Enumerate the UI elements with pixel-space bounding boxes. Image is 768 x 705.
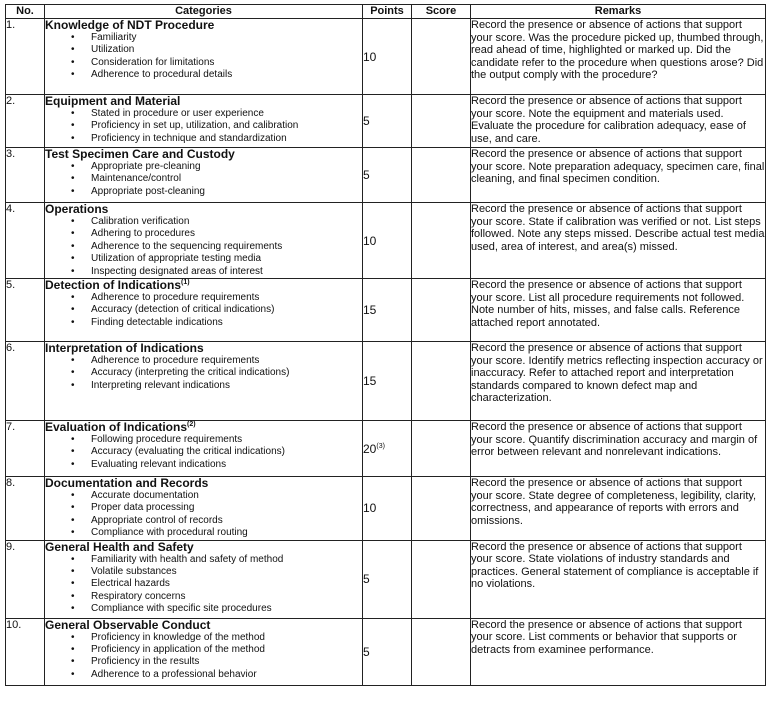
criteria-item: • Inspecting designated areas of interest [71,266,362,278]
category-title [45,421,362,434]
table-row [6,342,766,421]
points-value: 20 [363,441,377,456]
criteria-list [45,632,362,682]
remarks-cell: Record the presence or absence of actions that support your score. State degree of completeness, legibility, clarity, correctness, and appearance of reports with errors and omissions. [471,477,766,541]
category-title-text: Evaluation of Indications [45,420,188,435]
criteria-item: • Adherence to procedure requirements [71,355,362,367]
criteria-item: • Proper data processing [71,502,362,514]
score-cell[interactable] [412,19,471,95]
category-title-text: Knowledge of NDT Procedure [45,18,215,32]
category-cell [45,421,363,477]
points-cell [363,477,412,541]
criteria-item: • Accuracy (evaluating the critical indications) [71,446,362,458]
table-row [6,95,766,148]
category-title-text: Documentation and Records [45,476,209,491]
category-cell [45,148,363,203]
criteria-item: • Adhering to procedures [71,228,362,240]
points-value: 15 [363,374,377,389]
criteria-list [45,554,362,616]
points-cell [363,148,412,203]
criteria-item: • Accurate documentation [71,490,362,502]
row-number: 8. [6,477,45,541]
criteria-item: • Interpreting relevant indications [71,380,362,392]
points-value: 5 [363,168,370,182]
table-row [6,19,766,95]
criteria-item: • Proficiency in technique and standardization [71,133,362,145]
criteria-item: • Appropriate control of records [71,515,362,527]
category-cell [45,95,363,148]
remarks-cell: Record the presence or absence of actions that support your score. List all procedure requirements not followed. Note number of hits, misses, and false calls. Reference attached report annotated. [471,279,766,342]
points-cell [363,279,412,342]
criteria-item: • Volatile substances [71,566,362,578]
table-row [6,148,766,203]
points-value: 15 [363,303,377,318]
criteria-item: • Appropriate pre-cleaning [71,161,362,173]
header-score: Score [412,5,471,19]
criteria-list [45,434,362,471]
header-no: No. [6,5,45,19]
footnote-marker: (1) [181,279,190,287]
table-body [6,19,766,686]
criteria-item: • Proficiency in set up, utilization, and calibration [71,120,362,132]
remarks-cell: Record the presence or absence of actions that support your score. Note preparation adequacy, specimen care, final cleaning, and final specimen condition. [471,148,766,203]
table-row [6,540,766,618]
category-title [45,19,362,32]
category-cell [45,618,363,685]
points-cell [363,95,412,148]
criteria-item: • Proficiency in application of the method [71,644,362,656]
criteria-item: • Finding detectable indications [71,317,362,329]
table-row [6,279,766,342]
table-row [6,477,766,541]
table-row [6,421,766,477]
criteria-item: • Proficiency in knowledge of the method [71,632,362,644]
row-number: 5. [6,279,45,342]
points-cell [363,342,412,421]
remarks-cell: Record the presence or absence of actions that support your score. Note the equipment and materials used. Evaluate the procedure for calibration adequacy, ease of use, and care. [471,95,766,148]
row-number: 7. [6,421,45,477]
criteria-list [45,108,362,145]
points-cell [363,540,412,618]
row-number: 6. [6,342,45,421]
criteria-item: • Familiarity [71,32,362,44]
criteria-item: • Adherence to procedure requirements [71,292,362,304]
category-title-text: Interpretation of Indications [45,341,204,356]
remarks-cell: Record the presence or absence of actions that support your score. State if calibration was verified or not. List steps followed. Note any steps missed. Describe actual test media used, area of interest, and area(s) missed. [471,203,766,279]
criteria-list [45,161,362,198]
criteria-item: • Adherence to procedural details [71,69,362,81]
criteria-list [45,355,362,392]
score-cell[interactable] [412,203,471,279]
category-cell [45,540,363,618]
criteria-item: • Compliance with specific site procedures [71,603,362,615]
remarks-cell: Record the presence or absence of actions that support your score. Was the procedure picked up, thumbed through, read ahead of time, highlighted or marked up. Did the candidate refer to the procedure when questions arose? Did the output comply with the procedure? [471,19,766,95]
criteria-list [45,32,362,82]
points-cell [363,203,412,279]
criteria-item: • Evaluating relevant indications [71,459,362,471]
points-cell [363,421,412,477]
category-title [45,477,362,490]
row-number: 2. [6,95,45,148]
points-value: 5 [363,644,370,659]
criteria-item: • Accuracy (detection of critical indications) [71,304,362,316]
criteria-item: • Adherence to the sequencing requirements [71,241,362,253]
category-title-text: General Health and Safety [45,539,194,554]
criteria-list [45,490,362,540]
criteria-item: • Electrical hazards [71,578,362,590]
category-cell [45,342,363,421]
category-title-text: General Observable Conduct [45,617,211,632]
points-cell [363,19,412,95]
points-footnote-marker: (3) [376,442,385,450]
category-title-text: Test Specimen Care and Custody [45,147,235,161]
header-points: Points [363,5,412,19]
points-cell [363,618,412,685]
category-cell [45,19,363,95]
criteria-item: • Consideration for limitations [71,57,362,69]
row-number: 4. [6,203,45,279]
header-row [6,5,766,19]
row-number: 3. [6,148,45,203]
criteria-item: • Proficiency in the results [71,656,362,668]
category-title-text: Equipment and Material [45,94,181,108]
points-value: 10 [363,49,377,64]
points-value: 5 [363,572,370,587]
category-title-text: Operations [45,202,109,216]
points-value: 10 [363,501,377,516]
category-title [45,619,362,632]
category-title [45,541,362,554]
category-title [45,342,362,355]
criteria-item: • Calibration verification [71,216,362,228]
points-value: 10 [363,233,377,248]
score-cell[interactable] [412,95,471,148]
criteria-item: • Respiratory concerns [71,591,362,603]
scoring-table [5,4,766,686]
criteria-item: • Appropriate post-cleaning [71,186,362,198]
category-title [45,148,362,161]
remarks-cell: Record the presence or absence of actions that support your score. State violations of industry standards and practices. General statement of compliance is acceptable if no violations. [471,540,766,618]
score-cell[interactable] [412,342,471,421]
criteria-item: • Adherence to a professional behavior [71,669,362,681]
score-cell[interactable] [412,540,471,618]
remarks-cell: Record the presence or absence of actions that support your score. List comments or behavior that supports or detracts from examinee performance. [471,618,766,685]
remarks-cell: Record the presence or absence of actions that support your score. Identify metrics reflecting inspection accuracy or inaccuracy. Refer to attached report and interpretation standards compared to known defect map and characterization. [471,342,766,421]
category-title [45,203,362,216]
header-categories: Categories [45,5,363,19]
category-cell [45,279,363,342]
footnote-marker: (2) [187,421,196,429]
table-row [6,618,766,685]
category-cell [45,203,363,279]
criteria-item: • Stated in procedure or user experience [71,108,362,120]
criteria-item: • Compliance with procedural routing [71,527,362,539]
criteria-item: • Familiarity with health and safety of method [71,554,362,566]
category-title [45,95,362,108]
score-cell[interactable] [412,148,471,203]
remarks-cell: Record the presence or absence of actions that support your score. Quantify discrimination accuracy and margin of error between relevant and nonrelevant indications. [471,421,766,477]
score-cell[interactable] [412,421,471,477]
criteria-item: • Utilization [71,44,362,56]
row-number: 1. [6,19,45,95]
criteria-item: • Utilization of appropriate testing media [71,253,362,265]
criteria-list [45,216,362,278]
row-number: 10. [6,618,45,685]
points-value: 5 [363,114,370,128]
criteria-item: • Following procedure requirements [71,434,362,446]
category-title [45,279,362,292]
table-row [6,203,766,279]
category-cell [45,477,363,541]
criteria-item: • Accuracy (interpreting the critical indications) [71,367,362,379]
score-cell[interactable] [412,477,471,541]
score-cell[interactable] [412,279,471,342]
header-remarks: Remarks [471,5,766,19]
criteria-item: • Maintenance/control [71,173,362,185]
row-number: 9. [6,540,45,618]
criteria-list [45,292,362,329]
score-cell[interactable] [412,618,471,685]
category-title-text: Detection of Indications [45,278,182,293]
